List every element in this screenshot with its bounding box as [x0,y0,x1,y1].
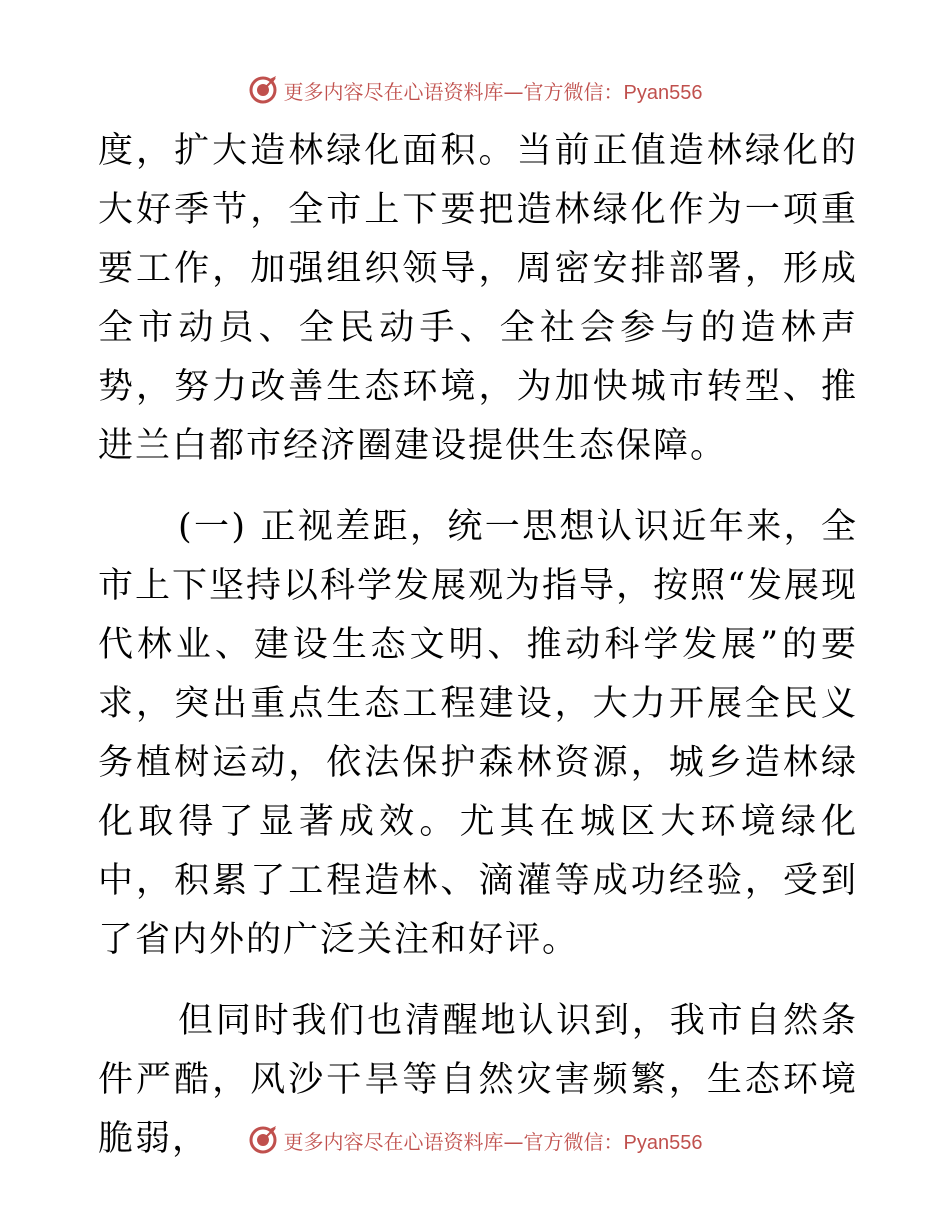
quill-logo-icon [248,1125,278,1155]
paragraph-2: (一) 正视差距，统一思想认识近年来，全市上下坚持以科学发展观为指导，按照“发展现代林业、建设生态文明、推动科学发展”的要求，突出重点生态工程建设，大力开展全民义务植树运动，依法保护森林资源，城乡造林绿化取得了显著成效。尤其在城区大环境绿化中，积累了工程造林、滴灌等成功经验，受到了省内外的广泛关注和好评。 [98,507,858,960]
paragraph-3: 但同时我们也清醒地认识到，我市自然条件严酷，风沙干旱等自然灾害频繁，生态环境脆弱， [98,1001,858,1159]
document-body [98,122,858,1169]
paragraph-1: 度，扩大造林绿化面积。当前正值造林绿化的大好季节，全市上下要把造林绿化作为一项重要工作，加强组织领导，周密安排部署，形成全市动员、全民动手、全社会参与的造林声势，努力改善生态环境，为加快城市转型、推进兰白都市经济圈建设提供生态保障。 [98,131,858,466]
header-watermark [0,70,950,110]
quill-logo-icon [248,75,278,105]
watermark-text: 更多内容尽在心语资料库—官方微信：Pyan556 [283,1129,703,1154]
watermark-text: 更多内容尽在心语资料库—官方微信：Pyan556 [283,79,703,104]
footer-watermark [0,1120,950,1160]
